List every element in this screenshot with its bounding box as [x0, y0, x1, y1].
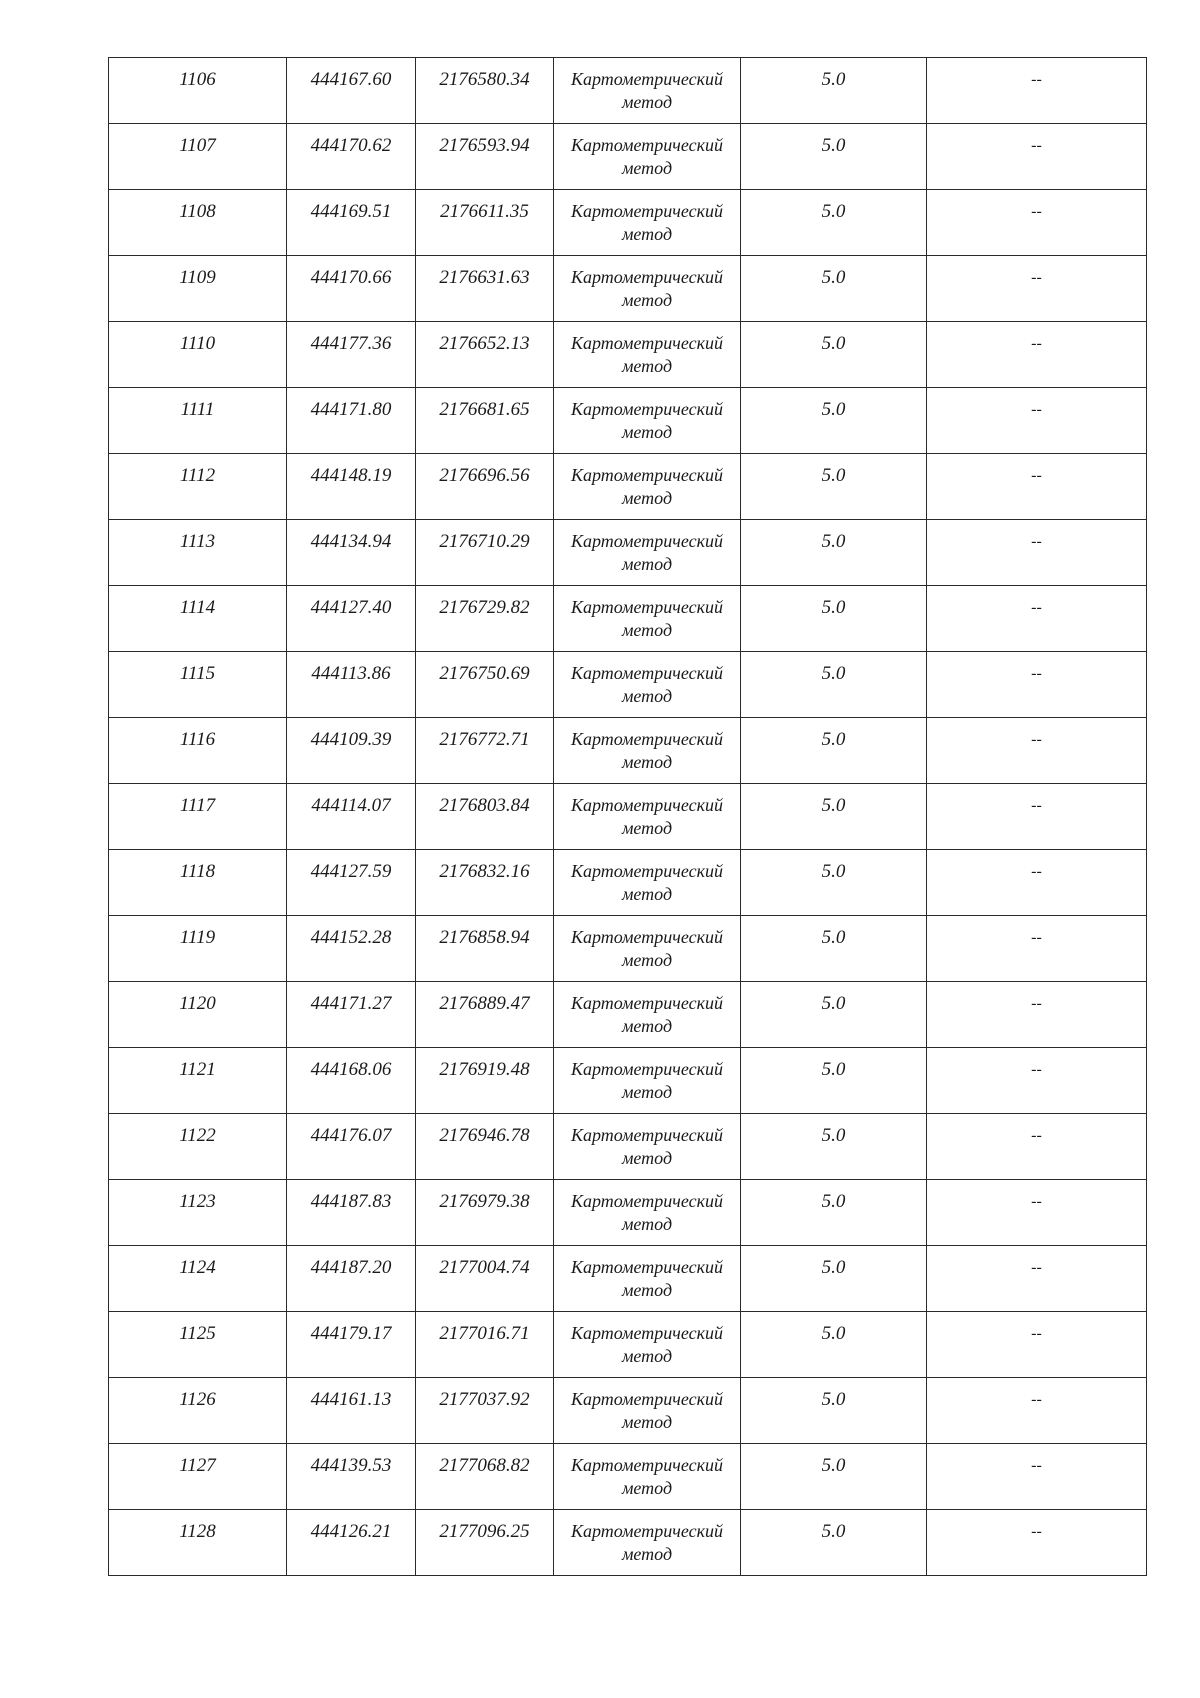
accuracy-cell: 5.0: [741, 1444, 927, 1510]
accuracy-cell: 5.0: [741, 784, 927, 850]
table-row: [109, 652, 1147, 718]
note-cell: --: [927, 520, 1147, 586]
x-coordinate-cell: 444171.27: [287, 982, 416, 1048]
accuracy-cell: 5.0: [741, 58, 927, 124]
y-coordinate-cell: 2176611.35: [416, 190, 554, 256]
accuracy-cell: 5.0: [741, 982, 927, 1048]
point-number-cell: 1125: [109, 1312, 287, 1378]
accuracy-cell: 5.0: [741, 850, 927, 916]
y-coordinate-cell: 2177016.71: [416, 1312, 554, 1378]
note-cell: --: [927, 784, 1147, 850]
table-row: [109, 1312, 1147, 1378]
y-coordinate-cell: 2176696.56: [416, 454, 554, 520]
note-cell: --: [927, 718, 1147, 784]
method-cell: Картометрический метод: [554, 586, 741, 652]
note-cell: --: [927, 1246, 1147, 1312]
note-cell: --: [927, 982, 1147, 1048]
method-cell: Картометрический метод: [554, 1510, 741, 1576]
note-cell: --: [927, 58, 1147, 124]
point-number-cell: 1115: [109, 652, 287, 718]
point-number-cell: 1127: [109, 1444, 287, 1510]
accuracy-cell: 5.0: [741, 1510, 927, 1576]
note-cell: --: [927, 1312, 1147, 1378]
x-coordinate-cell: 444187.83: [287, 1180, 416, 1246]
method-cell: Картометрический метод: [554, 850, 741, 916]
y-coordinate-cell: 2177068.82: [416, 1444, 554, 1510]
x-coordinate-cell: 444170.66: [287, 256, 416, 322]
y-coordinate-cell: 2176631.63: [416, 256, 554, 322]
table-row: [109, 586, 1147, 652]
accuracy-cell: 5.0: [741, 1378, 927, 1444]
method-cell: Картометрический метод: [554, 784, 741, 850]
point-number-cell: 1106: [109, 58, 287, 124]
method-cell: Картометрический метод: [554, 1312, 741, 1378]
accuracy-cell: 5.0: [741, 256, 927, 322]
y-coordinate-cell: 2176593.94: [416, 124, 554, 190]
point-number-cell: 1123: [109, 1180, 287, 1246]
note-cell: --: [927, 454, 1147, 520]
table-row: [109, 1378, 1147, 1444]
point-number-cell: 1116: [109, 718, 287, 784]
accuracy-cell: 5.0: [741, 520, 927, 586]
point-number-cell: 1107: [109, 124, 287, 190]
note-cell: --: [927, 916, 1147, 982]
point-number-cell: 1126: [109, 1378, 287, 1444]
y-coordinate-cell: 2176979.38: [416, 1180, 554, 1246]
point-number-cell: 1118: [109, 850, 287, 916]
note-cell: --: [927, 1180, 1147, 1246]
note-cell: --: [927, 586, 1147, 652]
y-coordinate-cell: 2176652.13: [416, 322, 554, 388]
table-row: [109, 322, 1147, 388]
note-cell: --: [927, 1510, 1147, 1576]
method-cell: Картометрический метод: [554, 718, 741, 784]
y-coordinate-cell: 2177096.25: [416, 1510, 554, 1576]
accuracy-cell: 5.0: [741, 124, 927, 190]
method-cell: Картометрический метод: [554, 1114, 741, 1180]
method-cell: Картометрический метод: [554, 1180, 741, 1246]
y-coordinate-cell: 2176772.71: [416, 718, 554, 784]
method-cell: Картометрический метод: [554, 190, 741, 256]
accuracy-cell: 5.0: [741, 1048, 927, 1114]
method-cell: Картометрический метод: [554, 388, 741, 454]
note-cell: --: [927, 1444, 1147, 1510]
note-cell: --: [927, 190, 1147, 256]
x-coordinate-cell: 444114.07: [287, 784, 416, 850]
point-number-cell: 1110: [109, 322, 287, 388]
y-coordinate-cell: 2176580.34: [416, 58, 554, 124]
x-coordinate-cell: 444126.21: [287, 1510, 416, 1576]
table-row: [109, 916, 1147, 982]
document-page: [108, 57, 1146, 1576]
point-number-cell: 1119: [109, 916, 287, 982]
point-number-cell: 1113: [109, 520, 287, 586]
note-cell: --: [927, 322, 1147, 388]
accuracy-cell: 5.0: [741, 322, 927, 388]
table-row: [109, 1048, 1147, 1114]
accuracy-cell: 5.0: [741, 1312, 927, 1378]
method-cell: Картометрический метод: [554, 1246, 741, 1312]
point-number-cell: 1122: [109, 1114, 287, 1180]
x-coordinate-cell: 444179.17: [287, 1312, 416, 1378]
accuracy-cell: 5.0: [741, 652, 927, 718]
x-coordinate-cell: 444134.94: [287, 520, 416, 586]
y-coordinate-cell: 2176832.16: [416, 850, 554, 916]
accuracy-cell: 5.0: [741, 916, 927, 982]
method-cell: Картометрический метод: [554, 58, 741, 124]
table-row: [109, 784, 1147, 850]
x-coordinate-cell: 444176.07: [287, 1114, 416, 1180]
x-coordinate-cell: 444187.20: [287, 1246, 416, 1312]
table-row: [109, 1246, 1147, 1312]
table-row: [109, 1180, 1147, 1246]
accuracy-cell: 5.0: [741, 454, 927, 520]
table-row: [109, 718, 1147, 784]
accuracy-cell: 5.0: [741, 1246, 927, 1312]
method-cell: Картометрический метод: [554, 652, 741, 718]
x-coordinate-cell: 444109.39: [287, 718, 416, 784]
method-cell: Картометрический метод: [554, 1048, 741, 1114]
point-number-cell: 1112: [109, 454, 287, 520]
x-coordinate-cell: 444148.19: [287, 454, 416, 520]
x-coordinate-cell: 444169.51: [287, 190, 416, 256]
point-number-cell: 1114: [109, 586, 287, 652]
x-coordinate-cell: 444152.28: [287, 916, 416, 982]
point-number-cell: 1109: [109, 256, 287, 322]
table-row: [109, 850, 1147, 916]
x-coordinate-cell: 444168.06: [287, 1048, 416, 1114]
method-cell: Картометрический метод: [554, 1378, 741, 1444]
note-cell: --: [927, 256, 1147, 322]
method-cell: Картометрический метод: [554, 520, 741, 586]
note-cell: --: [927, 1048, 1147, 1114]
point-number-cell: 1117: [109, 784, 287, 850]
coordinates-table: [108, 57, 1147, 1576]
accuracy-cell: 5.0: [741, 388, 927, 454]
y-coordinate-cell: 2177037.92: [416, 1378, 554, 1444]
y-coordinate-cell: 2176889.47: [416, 982, 554, 1048]
y-coordinate-cell: 2176750.69: [416, 652, 554, 718]
table-row: [109, 520, 1147, 586]
x-coordinate-cell: 444139.53: [287, 1444, 416, 1510]
y-coordinate-cell: 2176946.78: [416, 1114, 554, 1180]
note-cell: --: [927, 1378, 1147, 1444]
table-row: [109, 58, 1147, 124]
x-coordinate-cell: 444161.13: [287, 1378, 416, 1444]
x-coordinate-cell: 444113.86: [287, 652, 416, 718]
accuracy-cell: 5.0: [741, 1180, 927, 1246]
coordinates-table-body: [109, 58, 1147, 1576]
note-cell: --: [927, 850, 1147, 916]
table-row: [109, 982, 1147, 1048]
x-coordinate-cell: 444127.40: [287, 586, 416, 652]
point-number-cell: 1120: [109, 982, 287, 1048]
y-coordinate-cell: 2176858.94: [416, 916, 554, 982]
table-row: [109, 388, 1147, 454]
method-cell: Картометрический метод: [554, 916, 741, 982]
note-cell: --: [927, 1114, 1147, 1180]
x-coordinate-cell: 444127.59: [287, 850, 416, 916]
method-cell: Картометрический метод: [554, 322, 741, 388]
point-number-cell: 1108: [109, 190, 287, 256]
x-coordinate-cell: 444171.80: [287, 388, 416, 454]
method-cell: Картометрический метод: [554, 256, 741, 322]
y-coordinate-cell: 2176803.84: [416, 784, 554, 850]
point-number-cell: 1111: [109, 388, 287, 454]
accuracy-cell: 5.0: [741, 1114, 927, 1180]
table-row: [109, 1510, 1147, 1576]
method-cell: Картометрический метод: [554, 454, 741, 520]
table-row: [109, 190, 1147, 256]
note-cell: --: [927, 652, 1147, 718]
table-row: [109, 1114, 1147, 1180]
accuracy-cell: 5.0: [741, 586, 927, 652]
point-number-cell: 1121: [109, 1048, 287, 1114]
table-row: [109, 124, 1147, 190]
x-coordinate-cell: 444170.62: [287, 124, 416, 190]
y-coordinate-cell: 2176681.65: [416, 388, 554, 454]
table-row: [109, 454, 1147, 520]
y-coordinate-cell: 2176710.29: [416, 520, 554, 586]
point-number-cell: 1128: [109, 1510, 287, 1576]
y-coordinate-cell: 2177004.74: [416, 1246, 554, 1312]
x-coordinate-cell: 444177.36: [287, 322, 416, 388]
method-cell: Картометрический метод: [554, 1444, 741, 1510]
note-cell: --: [927, 124, 1147, 190]
accuracy-cell: 5.0: [741, 190, 927, 256]
accuracy-cell: 5.0: [741, 718, 927, 784]
table-row: [109, 1444, 1147, 1510]
table-row: [109, 256, 1147, 322]
x-coordinate-cell: 444167.60: [287, 58, 416, 124]
y-coordinate-cell: 2176729.82: [416, 586, 554, 652]
y-coordinate-cell: 2176919.48: [416, 1048, 554, 1114]
note-cell: --: [927, 388, 1147, 454]
point-number-cell: 1124: [109, 1246, 287, 1312]
method-cell: Картометрический метод: [554, 124, 741, 190]
method-cell: Картометрический метод: [554, 982, 741, 1048]
